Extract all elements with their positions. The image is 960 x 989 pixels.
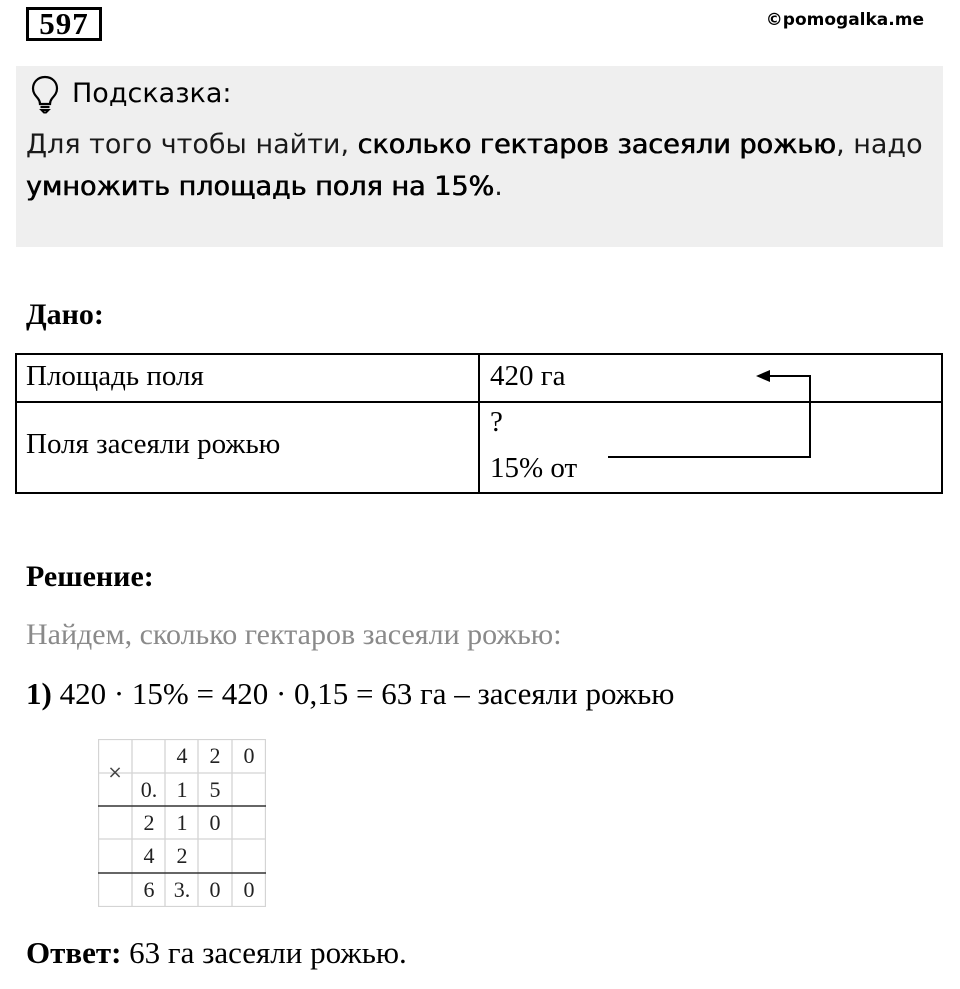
lightbulb-icon — [30, 74, 60, 114]
grid-digit: 4 — [143, 843, 155, 868]
hint-bold-phrase: сколько гектаров засеяли рожью — [357, 129, 837, 160]
grid-digit: 4 — [176, 743, 188, 768]
hint-title: Подсказка: — [72, 78, 232, 109]
step-number: 1) — [26, 676, 52, 711]
given-row-value: 15% от — [490, 452, 578, 484]
grid-digit: 0 — [209, 877, 221, 902]
step-expression: 420 · 15% = 420 · 0,15 = 63 га – засеяли рожью — [51, 676, 675, 711]
column-multiplication-grid — [98, 739, 266, 907]
solution-step — [26, 676, 674, 712]
given-row-value: 420 га — [490, 360, 566, 392]
solution-intro: Найдем, сколько гектаров засеяли рожью: — [26, 618, 562, 651]
answer-text: 63 га засеяли рожью. — [121, 935, 407, 970]
grid-digit: 5 — [209, 777, 221, 802]
task-number: 597 — [26, 7, 102, 41]
grid-digit: 1 — [176, 810, 188, 835]
hint-text: Для того чтобы найти, сколько гектаров засеяли рожью, надо умножить площадь поля на 15%. — [26, 129, 923, 202]
reference-arrow — [600, 362, 820, 466]
grid-digit: 2 — [176, 843, 188, 868]
grid-digit: 0 — [243, 877, 255, 902]
grid-digit: 3. — [173, 877, 191, 902]
grid-digit: 2 — [209, 743, 221, 768]
answer-label: Ответ: — [26, 935, 122, 970]
grid-digit: 0 — [209, 810, 221, 835]
hint-bold-phrase: умножить площадь поля на 15% — [26, 171, 495, 202]
given-row-name: Площадь поля — [26, 360, 204, 392]
multiply-sign: × — [107, 762, 123, 783]
given-label: Дано: — [26, 298, 104, 331]
site-watermark: ©pomogalka.me — [765, 10, 924, 30]
table-divider — [478, 353, 480, 494]
given-row-name: Поля засеяли рожью — [26, 428, 281, 460]
grid-digit: 6 — [143, 877, 155, 902]
grid-digit: 1 — [176, 777, 188, 802]
given-row-unknown: ? — [490, 406, 503, 438]
answer-line — [26, 935, 407, 971]
grid-digit: 0. — [140, 777, 158, 802]
solution-label: Решение: — [26, 560, 154, 593]
grid-digit: 2 — [143, 810, 155, 835]
grid-digit: 0 — [243, 743, 255, 768]
